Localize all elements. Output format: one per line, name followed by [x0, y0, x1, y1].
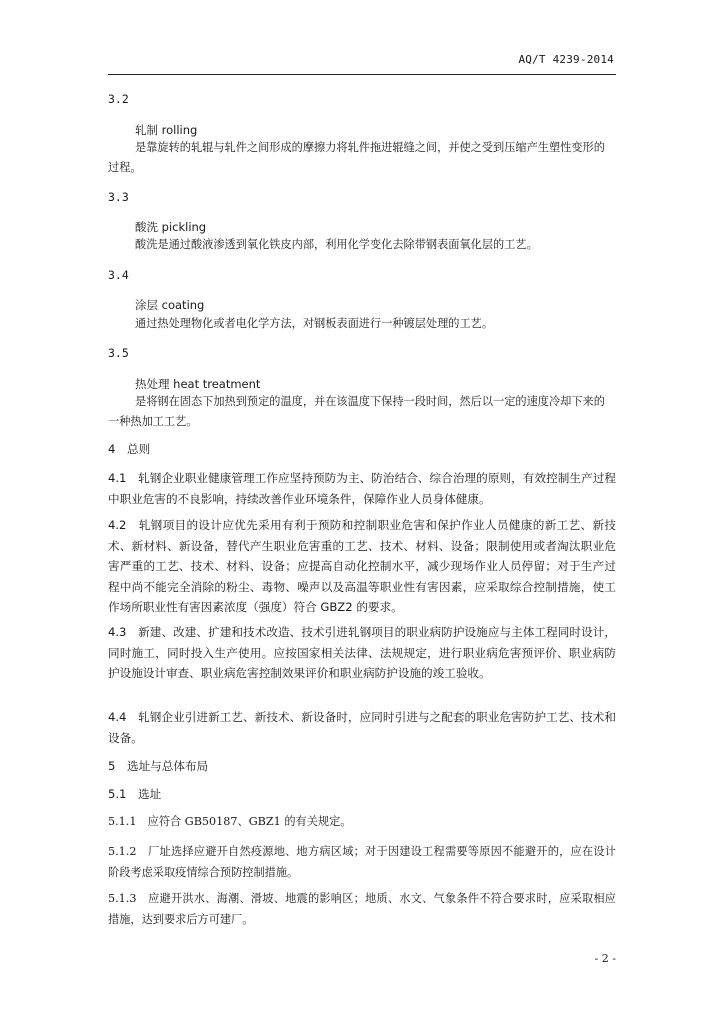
section-number-3-3: 3.3: [108, 190, 129, 204]
term-heat-treatment: 热处理 heat treatment: [135, 377, 261, 391]
section-number-3-4: 3.4: [108, 268, 129, 282]
clause-5-1-3: 5.1.3 应避开洪水、海潮、滑坡、地震的影响区；地质、水文、气象条件不符合要求时，应采取相应措施，达到要求后方可建厂。: [108, 892, 616, 926]
term-coating: 涂层 coating: [135, 298, 205, 312]
clause-4-1: 4.1 轧钢企业职业健康管理工作应坚持预防为主、防治结合、综合治理的原则，有效控制生产过程中职业危害的不良影响，持续改善作业环境条件，保障作业人员身体健康。: [108, 471, 616, 506]
clause-5-1-2: 5.1.2 厂址选择应避开自然疫源地、地方病区域；对于因建设工程需要等原因不能避开的，应在设计阶段考虑采取疫情综合预防控制措施。: [108, 845, 616, 879]
subsection-heading-5-1: 5.1 选址: [108, 787, 162, 801]
standard-code-header: AQ/T 4239-2014: [518, 53, 614, 66]
clause-4-4: 4.4 轧钢企业引进新工艺、新技术、新设备时，应同时引进与之配套的职业危害防护工艺、技术和设备。: [108, 710, 616, 745]
term-pickling: 酸洗 pickling: [135, 220, 207, 234]
term-rolling: 轧制 rolling: [135, 123, 198, 137]
clause-4-3: 4.3 新建、改建、扩建和技术改造、技术引进轧钢项目的职业病防护设施应与主体工程同时设计，同时施工，同时投入生产使用。应按国家相关法律、法规规定，进行职业病危害预评价、职业病防护设施设计审查、职业病危害控制效果评价和职业病防护设施的竣工验收。: [108, 625, 616, 680]
page-number: - 2 -: [594, 952, 616, 965]
section-heading-4: 4 总则: [108, 442, 151, 456]
section-number-3-5: 3.5: [108, 346, 129, 360]
section-number-3-2: 3.2: [108, 92, 129, 106]
definition-pickling: 酸洗是通过酸液渗透到氧化铁皮内部，利用化学变化去除带钢表面氧化层的工艺。: [135, 238, 538, 251]
clause-4-2: 4.2 轧钢项目的设计应优先采用有利于预防和控制职业危害和保护作业人员健康的新工艺、新技术、新材料、新设备，替代产生职业危害重的工艺、技术、材料、设备；限制使用或者淘汰职业危害严重的工艺、技术、材料、设备；应提高自动化控制水平，减少现场作业人员停留；对于生产过程中尚不能完全消除的粉尘、毒物、噪声以及高温等职业性有害因素，应采取综合控制措施，使工作场所职业性有害因素浓度（强度）符合 GBZ2 的要求。: [108, 518, 616, 614]
definition-rolling: 是靠旋转的轧辊与轧件之间形成的摩擦力将轧件拖进辊缝之间，并使之受到压缩产生塑性变形的过程。: [108, 141, 605, 174]
definition-heat-treatment: 是将钢在固态下加热到预定的温度，并在该温度下保持一段时间，然后以一定的速度冷却下来的一种热加工工艺。: [108, 395, 605, 428]
section-heading-5: 5 选址与总体布局: [108, 759, 209, 773]
clause-5-1-1: 5.1.1 应符合 GB50187、GBZ1 的有关规定。: [108, 815, 352, 828]
definition-coating: 通过热处理物化或者电化学方法，对钢板表面进行一种镀层处理的工艺。: [135, 317, 494, 330]
header-divider: [108, 74, 616, 75]
